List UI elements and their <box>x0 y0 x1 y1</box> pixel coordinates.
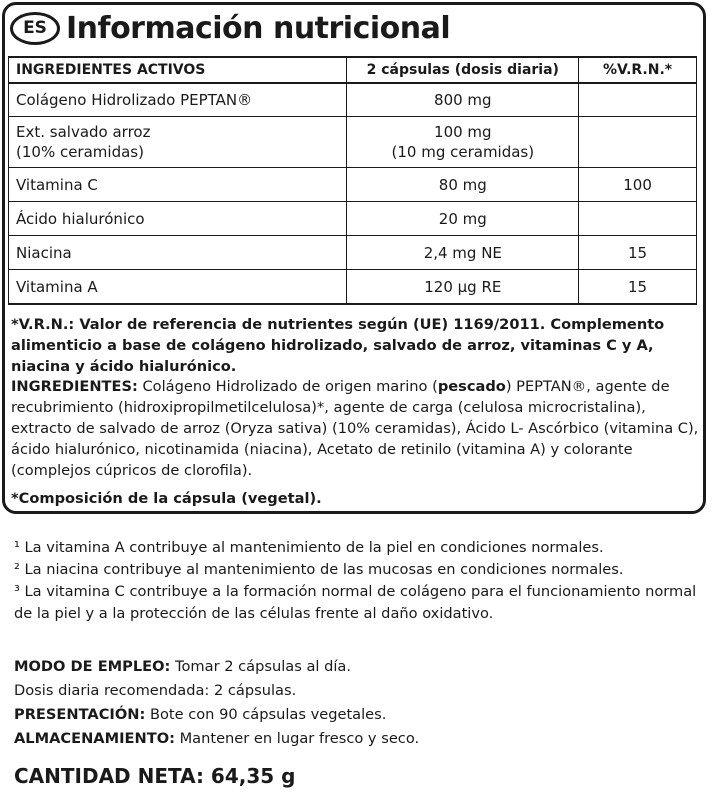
vrn-cell <box>579 202 697 236</box>
claim-item: ³ La vitamina C contribuye a la formación normal de colágeno para el funcionamiento normal de la piel y a la protección de las células frente al daño oxidativo. <box>14 583 697 622</box>
usage-mode-label: MODO DE EMPLEO: <box>14 658 171 675</box>
column-header-ingredient: INGREDIENTES ACTIVOS <box>9 57 347 83</box>
table-header-row <box>9 57 697 83</box>
amount-cell: 80 mg <box>347 168 579 202</box>
vrn-cell <box>579 117 697 168</box>
ingredients-text: ) PEPTAN®, agente de recubrimiento (hidroxipropilmetilcelulosa)*, agente de carga (celulosa microcristalina), extracto de salvado de arroz (Oryza sativa) (10% ceramidas), Ácido L- Ascórbico (vitamina C), ácido hialurónico, nicotinamida (niacina), Acetato de retinilo (vitamina A) y colorante (complejos cúpricos de clorofila). <box>11 378 699 479</box>
amount-cell: 2,4 mg NE <box>347 236 579 270</box>
storage-label: ALMACENAMIENTO: <box>14 730 175 747</box>
reference-note: *V.R.N.: Valor de referencia de nutrientes según (UE) 1169/2011. Complemento alimenticio a base de colágeno hidrolizado, salvado de arroz, vitaminas C y A, niacina y ácido hialurónico. <box>11 316 665 375</box>
allergen-text: pescado <box>437 378 506 395</box>
panel-title: Información nutricional <box>66 10 451 46</box>
usage-mode <box>14 655 704 679</box>
ingredient-cell: Ext. salvado arroz (10% ceramidas) <box>9 117 347 168</box>
presentation <box>14 703 704 727</box>
claim-item: ² La niacina contribuye al mantenimiento de las mucosas en condiciones normales. <box>14 561 624 578</box>
amount-cell: 100 mg (10 mg ceramidas) <box>347 117 579 168</box>
vrn-cell: 15 <box>579 236 697 270</box>
ingredient-cell: Colágeno Hidrolizado PEPTAN® <box>9 83 347 117</box>
ingredient-cell: Vitamina A <box>9 270 347 305</box>
claim-item: ¹ La vitamina A contribuye al mantenimiento de la piel en condiciones normales. <box>14 539 604 556</box>
language-badge: ES <box>10 12 60 45</box>
table-row <box>9 117 697 168</box>
table-row <box>9 270 697 305</box>
nutrition-table <box>8 56 697 305</box>
ingredient-cell: Ácido hialurónico <box>9 202 347 236</box>
vrn-cell: 15 <box>579 270 697 305</box>
table-row <box>9 168 697 202</box>
ingredients-text: Colágeno Hidrolizado de origen marino ( <box>137 378 438 395</box>
table-row <box>9 236 697 270</box>
daily-dose: Dosis diaria recomendada: 2 cápsulas. <box>14 682 297 699</box>
storage-text: Mantener en lugar fresco y seco. <box>174 730 420 747</box>
health-claims <box>14 537 710 625</box>
ingredient-cell: Vitamina C <box>9 168 347 202</box>
vrn-cell <box>579 83 697 117</box>
amount-cell: 120 µg RE <box>347 270 579 305</box>
amount-cell: 800 mg <box>347 83 579 117</box>
panel-header <box>10 6 450 50</box>
amount-cell: 20 mg <box>347 202 579 236</box>
table-row <box>9 83 697 117</box>
table-row <box>9 202 697 236</box>
capsule-note: *Composición de la cápsula (vegetal). <box>11 490 322 507</box>
vrn-cell: 100 <box>579 168 697 202</box>
presentation-label: PRESENTACIÓN: <box>14 706 146 723</box>
presentation-text: Bote con 90 cápsulas vegetales. <box>145 706 387 723</box>
usage-mode-text: Tomar 2 cápsulas al día. <box>170 658 351 675</box>
net-quantity: CANTIDAD NETA: 64,35 g <box>14 764 296 788</box>
column-header-vrn: %V.R.N.* <box>579 57 697 83</box>
storage <box>14 727 704 751</box>
column-header-dose: 2 cápsulas (dosis diaria) <box>347 57 579 83</box>
usage-section <box>14 655 704 751</box>
ingredients-list <box>11 376 701 481</box>
ingredient-cell: Niacina <box>9 236 347 270</box>
ingredients-label: INGREDIENTES: <box>11 378 138 395</box>
